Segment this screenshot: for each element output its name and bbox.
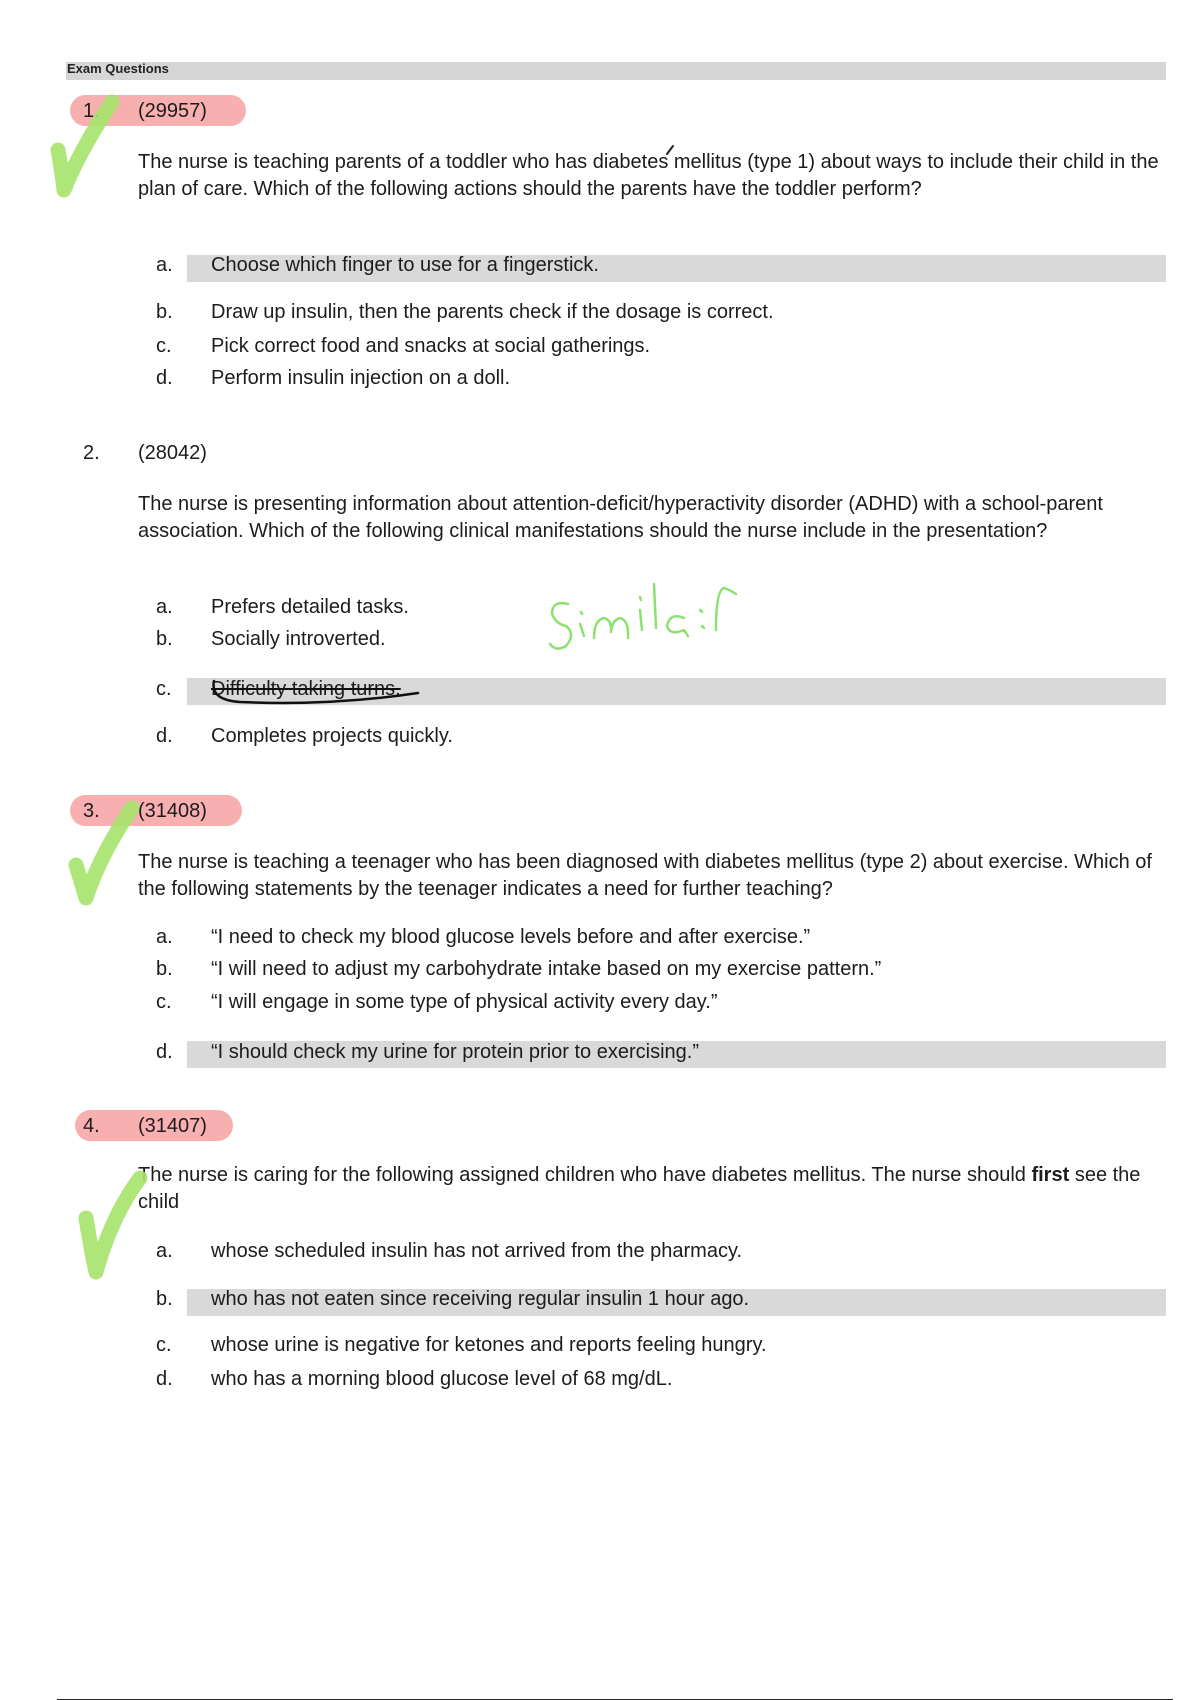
option-text: Pick correct food and snacks at social gatherings.: [211, 335, 651, 357]
option-text: “I need to check my blood glucose levels before and after exercise.”: [211, 926, 811, 948]
option-text: “I will need to adjust my carbohydrate intake based on my exercise pattern.”: [211, 958, 882, 980]
question-id: (29957): [138, 100, 207, 122]
option-letter: a.: [156, 596, 173, 618]
option-text: whose urine is negative for ketones and reports feeling hungry.: [211, 1334, 767, 1356]
question-stem: The nurse is teaching parents of a toddler who has diabetes mellitus (type 1) about ways to include their child in the plan of care. Which of the following actions should the parents have the toddler perform?: [138, 151, 1159, 200]
question-stem-emphasis: first: [1031, 1164, 1070, 1186]
option-text: Socially introverted.: [211, 628, 386, 650]
option-letter: d.: [156, 1368, 173, 1390]
option-text: who has a morning blood glucose level of 68 mg/dL.: [211, 1368, 673, 1390]
option-letter: d.: [156, 1041, 173, 1063]
question-stem: [138, 1162, 1168, 1216]
option-text: who has not eaten since receiving regular insulin 1 hour ago.: [211, 1288, 750, 1310]
question-stem: The nurse is teaching a teenager who has been diagnosed with diabetes mellitus (type 2) about exercise. Which of the following statements by the teenager indicates a need for further teaching?: [138, 851, 1152, 900]
option-text: Choose which finger to use for a fingerstick.: [211, 254, 599, 276]
option-letter: b.: [156, 301, 173, 323]
option-letter: d.: [156, 367, 173, 389]
option-letter: a.: [156, 926, 173, 948]
question-id: (28042): [138, 442, 207, 464]
option-letter: d.: [156, 725, 173, 747]
option-text: whose scheduled insulin has not arrived from the pharmacy.: [211, 1240, 743, 1262]
question-id: (31408): [138, 800, 207, 822]
header-bar: [66, 62, 1166, 80]
question-stem: The nurse is presenting information about attention-deficit/hyperactivity disorder (ADHD) with a school-parent association. Which of the following clinical manifestations should the nurse include in the presentation?: [138, 493, 1103, 542]
option-text-struck: Difficulty taking turns.: [211, 678, 401, 700]
option-text: Completes projects quickly.: [211, 725, 453, 747]
option-letter: b.: [156, 958, 173, 980]
option-letter: c.: [156, 1334, 172, 1356]
question-number: 1.: [83, 100, 100, 122]
option-letter: c.: [156, 335, 172, 357]
page-title: Exam Questions: [67, 61, 169, 76]
question-stem-part: The nurse is caring for the following assigned children who have diabetes mellitus. The nurse should: [138, 1164, 1032, 1186]
question-number: 3.: [83, 800, 100, 822]
option-letter: c.: [156, 678, 172, 700]
similar-handwriting-icon: [550, 584, 736, 649]
option-text: “I will engage in some type of physical activity every day.”: [211, 991, 718, 1013]
checkmark-icon: [86, 1178, 140, 1272]
option-letter: a.: [156, 1240, 173, 1262]
option-text: Perform insulin injection on a doll.: [211, 367, 511, 389]
option-text: Prefers detailed tasks.: [211, 596, 409, 618]
question-id: (31407): [138, 1115, 207, 1137]
option-letter: b.: [156, 1288, 173, 1310]
option-text: “I should check my urine for protein prior to exercising.”: [211, 1041, 699, 1063]
question-stem-part: see the child: [138, 1164, 1141, 1213]
question-number: 2.: [83, 442, 100, 464]
option-letter: a.: [156, 254, 173, 276]
option-letter: b.: [156, 628, 173, 650]
option-text: Draw up insulin, then the parents check if the dosage is correct.: [211, 301, 774, 323]
option-letter: c.: [156, 991, 172, 1013]
question-number: 4.: [83, 1115, 100, 1137]
